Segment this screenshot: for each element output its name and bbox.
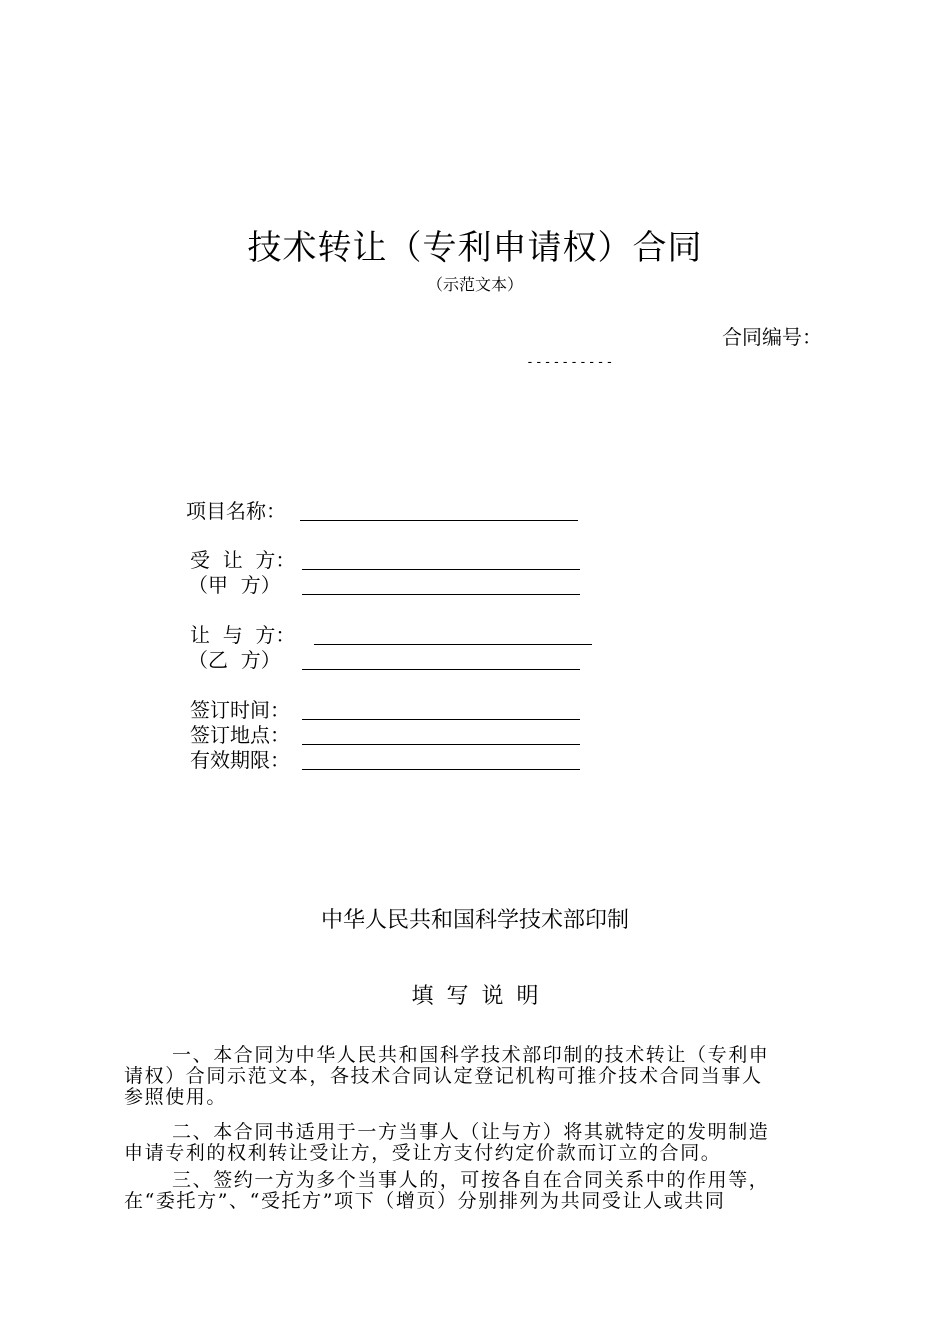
party-a-line[interactable]	[302, 594, 580, 595]
paragraph-line: 参照使用。	[124, 1087, 228, 1108]
assignor-line[interactable]	[314, 644, 592, 645]
contract-number-value: ----------	[526, 355, 615, 370]
validity-line[interactable]	[302, 769, 580, 770]
assignee-line[interactable]	[302, 569, 580, 570]
sign-place-label: 签订地点：	[190, 723, 290, 747]
sign-place-line[interactable]	[302, 744, 580, 745]
project-name-label: 项目名称：	[186, 499, 286, 523]
paragraph-line: 在“委托方”、“受托方”项下（增页）分别排列为共同受让人或共同	[124, 1191, 726, 1212]
party-a-label: （甲 方）	[188, 573, 281, 597]
contract-subtitle: （示范文本）	[426, 275, 523, 294]
paragraph-line: 三、签约一方为多个当事人的，可按各自在合同关系中的作用等，	[172, 1170, 770, 1191]
sign-date-label: 签订时间：	[190, 698, 290, 722]
instruction-paragraph-3	[124, 1170, 830, 1212]
contract-number-label: 合同编号：	[722, 325, 822, 349]
paragraph-line: 申请专利的权利转让受让方，受让方支付约定价款而订立的合同。	[124, 1143, 722, 1164]
assignor-label: 让 与 方：	[190, 623, 296, 647]
party-b-label: （乙 方）	[188, 648, 281, 672]
instruction-paragraph-2	[124, 1122, 830, 1164]
instruction-paragraph-1	[124, 1045, 830, 1108]
assignee-label: 受 让 方：	[190, 548, 296, 572]
issuing-organization: 中华人民共和国科学技术部印制	[320, 908, 629, 933]
paragraph-line: 二、本合同书适用于一方当事人（让与方）将其就特定的发明制造	[172, 1122, 770, 1143]
paragraph-line: 请权）合同示范文本，各技术合同认定登记机构可推介技术合同当事人	[124, 1066, 763, 1087]
instructions-title: 填写说明	[411, 984, 552, 1009]
project-name-line[interactable]	[300, 520, 578, 521]
validity-label: 有效期限：	[190, 748, 290, 772]
contract-title: 技术转让（专利申请权）合同	[247, 228, 703, 268]
paragraph-line: 一、本合同为中华人民共和国科学技术部印制的技术转让（专利申	[172, 1045, 770, 1066]
sign-date-line[interactable]	[302, 719, 580, 720]
party-b-line[interactable]	[302, 669, 580, 670]
